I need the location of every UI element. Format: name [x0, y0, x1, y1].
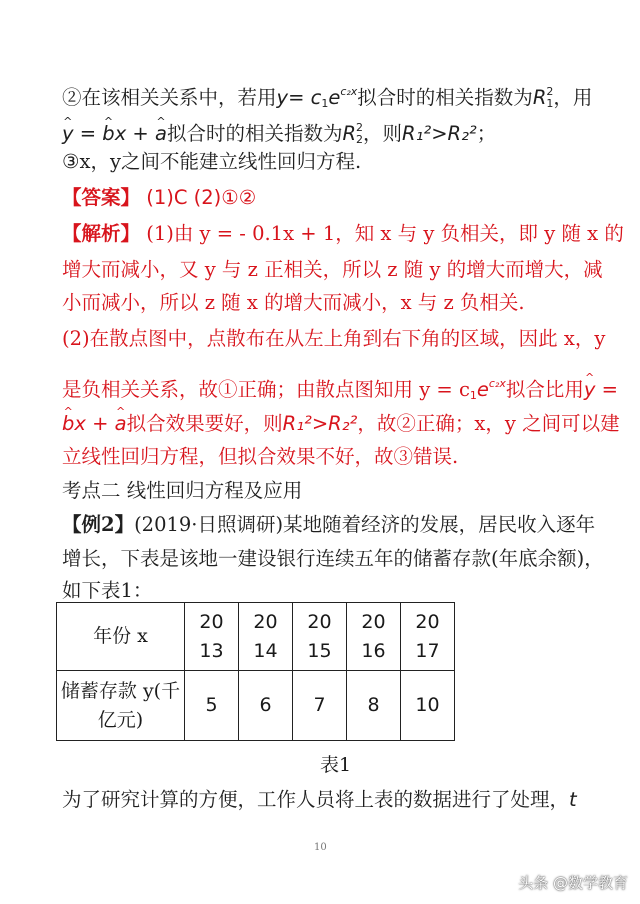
table-cell: 20 16	[347, 603, 401, 671]
text: ；	[476, 122, 497, 145]
page-number: 10	[314, 842, 327, 853]
math-a-hat: ^ a	[115, 410, 127, 438]
text: 拟合比用	[505, 378, 584, 401]
text: ，故②正确；x，y 之间可以建	[357, 412, 620, 435]
analysis-line-1	[62, 220, 624, 248]
table-row	[57, 603, 455, 671]
math-exp: c₂x	[488, 377, 506, 390]
table-row	[57, 671, 455, 741]
math-y-hat: ^ y	[584, 376, 596, 404]
math-eq: =	[595, 378, 618, 401]
final-line	[62, 786, 577, 814]
example-line-3: 如下表1：	[62, 579, 153, 602]
table-cell: 7	[293, 671, 347, 741]
math-a-hat: ^ a	[155, 120, 167, 148]
math-sub: 1	[321, 97, 329, 110]
math-R-sub: 1	[546, 97, 554, 110]
math-eq-c: = c	[288, 86, 322, 109]
math-R-sup: 2	[356, 121, 364, 134]
text: 为了研究计算的方便，工作人员将上表的数据进行了处理，	[62, 788, 570, 811]
section-heading: 考点二 线性回归方程及应用	[62, 479, 303, 502]
text: 是负相关关系，故①正确；由散点图知用 y = c	[62, 378, 470, 401]
analysis-label: 【解析】	[62, 222, 141, 245]
math-eq: =	[73, 122, 103, 145]
analysis-line-7: 立线性回归方程，但拟合效果不好，故③错误.	[62, 445, 459, 468]
math-R-sub: 2	[356, 133, 364, 146]
table-cell: 20 13	[185, 603, 239, 671]
table-cell: 20 14	[239, 603, 293, 671]
text: 拟合效果要好，则	[126, 412, 283, 435]
math-R: R	[532, 86, 547, 109]
math-y-hat: ^ y	[62, 120, 74, 148]
analysis-text: (1)由 y = - 0.1x + 1，知 x 与 y 负相关，即 y 随 x 的	[140, 222, 624, 245]
table-header-savings: 储蓄存款 y(千 亿元)	[57, 671, 185, 741]
example-text: (2019·日照调研)某地随着经济的发展，居民收入逐年	[134, 513, 596, 536]
math-R-sup: 2	[546, 85, 554, 98]
table-caption: 表1	[320, 754, 352, 776]
math-sub: 1	[469, 389, 477, 402]
math-plus: +	[126, 122, 155, 145]
math-e: e	[328, 86, 341, 109]
answer-line	[62, 184, 256, 212]
math-compare: R₁²>R₂²	[282, 412, 358, 435]
math-exp: c₂x	[340, 85, 358, 98]
example-line-1	[62, 511, 595, 539]
math-b-hat: ^ b	[102, 120, 114, 148]
analysis-line-6	[62, 410, 620, 438]
analysis-line-2: 增大而减小，又 y 与 z 正相关，所以 z 随 y 的增大而增大，减	[62, 258, 603, 281]
table-cell: 20 15	[293, 603, 347, 671]
answer-text: (1)C (2)①②	[140, 186, 257, 209]
answer-label: 【答案】	[62, 186, 141, 209]
savings-table	[56, 602, 455, 741]
table-cell: 6	[239, 671, 293, 741]
analysis-line-4: (2)在散点图中，点散布在从左上角到右下角的区域，因此 x，y	[62, 327, 606, 350]
math-t: t	[569, 788, 577, 811]
table-cell: 5	[185, 671, 239, 741]
analysis-line-5	[62, 370, 618, 410]
table-cell: 20 17	[401, 603, 455, 671]
text: ②在该相关关系中，若用	[62, 86, 277, 109]
table-cell: 8	[347, 671, 401, 741]
math-x-plus: x +	[74, 412, 115, 435]
table-cell: 10	[401, 671, 455, 741]
statement-2-line-1	[62, 78, 592, 118]
math-compare: R₁²>R₂²	[402, 122, 477, 145]
text: ，则	[363, 122, 403, 145]
text: 拟合时的相关指数为	[357, 86, 533, 109]
text: ，用	[553, 86, 593, 109]
example-label: 【例2】	[62, 513, 135, 536]
math-y: y	[276, 86, 289, 109]
watermark: 头条 @数学教育	[518, 874, 628, 892]
analysis-line-3: 小而减小，所以 z 随 x 的增大而减小，x 与 z 负相关.	[62, 291, 525, 314]
example-line-2: 增长，下表是该地一建设银行连续五年的储蓄存款(年底余额)，	[62, 547, 604, 570]
math-R: R	[342, 122, 357, 145]
math-e: e	[476, 378, 489, 401]
math-x: x	[114, 122, 127, 145]
statement-3: ③x，y之间不能建立线性回归方程.	[62, 150, 362, 173]
text: 拟合时的相关指数为	[166, 122, 343, 145]
table-header-year: 年份 x	[57, 603, 185, 671]
math-b-hat: ^ b	[62, 410, 74, 438]
